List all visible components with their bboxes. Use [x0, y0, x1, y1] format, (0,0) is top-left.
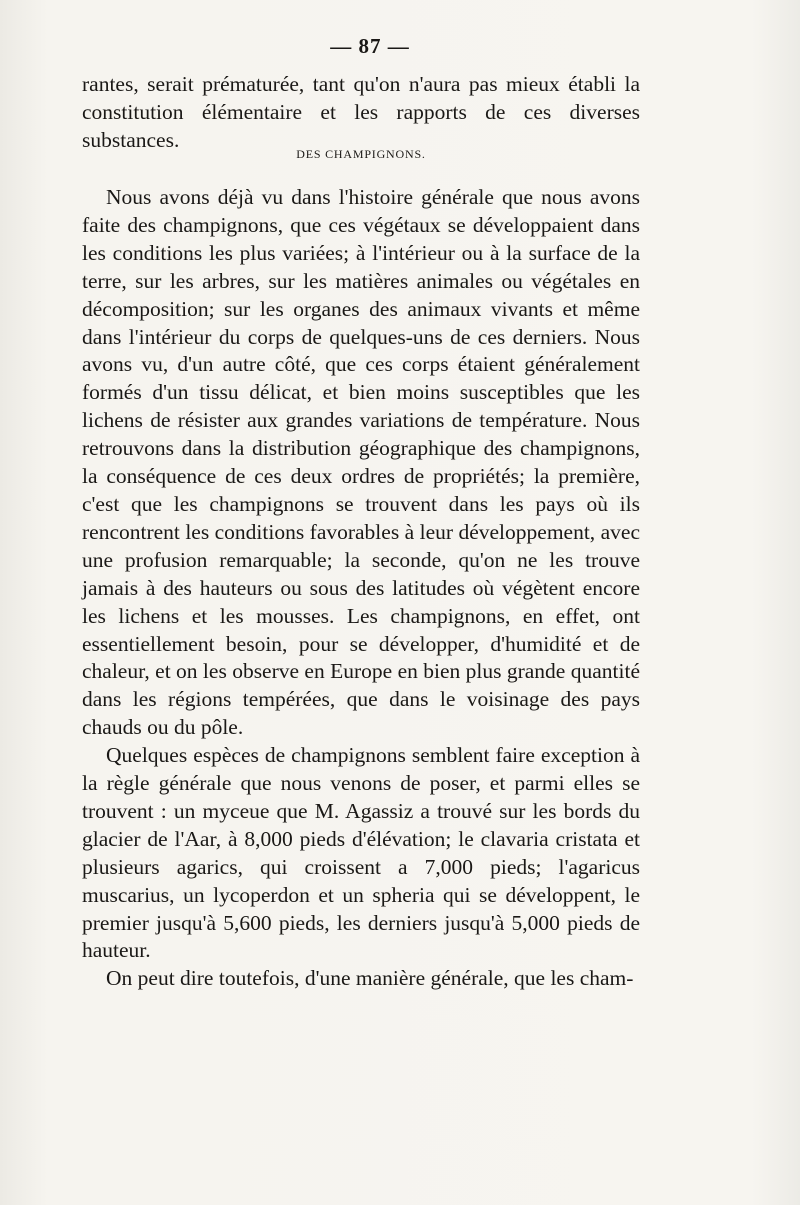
paragraph-3: On peut dire toutefois, d'une manière générale, que les cham-	[106, 966, 634, 991]
section-heading: DES CHAMPIGNONS.	[296, 147, 426, 161]
page-number: — 87 —	[330, 34, 410, 58]
paragraph-2: Quelques espèces de champignons semblent faire exception à la règle générale que nous venons de poser, et parmi elles se trouvent : un myceue que M. Agassiz a trouvé sur les bords du glacier de l'Aar, à 8,000 pieds d'élévation; le clavaria cristata et plusieurs agarics, qui croissent a 7,000 pieds; l'agaricus muscarius, un lycoperdon et un spheria qui se développent, le premier jusqu'à 5,600 pieds, les derniers jusqu'à 5,000 pieds de hauteur.	[82, 743, 640, 963]
section-body	[82, 184, 640, 993]
paragraph-1: Nous avons déjà vu dans l'histoire générale que nous avons faite des champignons, que ces végétaux se développaient dans les conditions les plus variées; à l'intérieur ou à la surface de la terre, sur les arbres, sur les matières animales ou végétales en décomposition; sur les organes des animaux vivants et même dans l'intérieur du corps de quelques-uns de ces derniers. Nous avons vu, d'un autre côté, que ces corps étaient généralement formés d'un tissu délicat, et bien moins susceptibles que les lichens de résister aux grandes variations de température. Nous retrouvons dans la distribution géographique des champignons, la conséquence de ces deux ordres de propriétés; la première, c'est que les champignons se trouvent dans les pays où ils rencontrent les conditions favorables à leur développement, avec une profusion remarquable; la seconde, qu'on ne les trouve jamais à des hauteurs ou sous des latitudes où végètent encore les lichens et les mousses. Les champignons, en effet, ont essentiellement besoin, pour se développer, d'humidité et de chaleur, et on les observe en Europe en bien plus grande quantité dans les régions tempérées, que dans le voisinage des pays chauds ou du pôle.	[82, 185, 640, 740]
continuation-text	[82, 71, 640, 155]
continuation-paragraph: rantes, serait prématurée, tant qu'on n'aura pas mieux établi la constitution élémentaire et les rapports de ces diverses substances.	[82, 72, 640, 152]
